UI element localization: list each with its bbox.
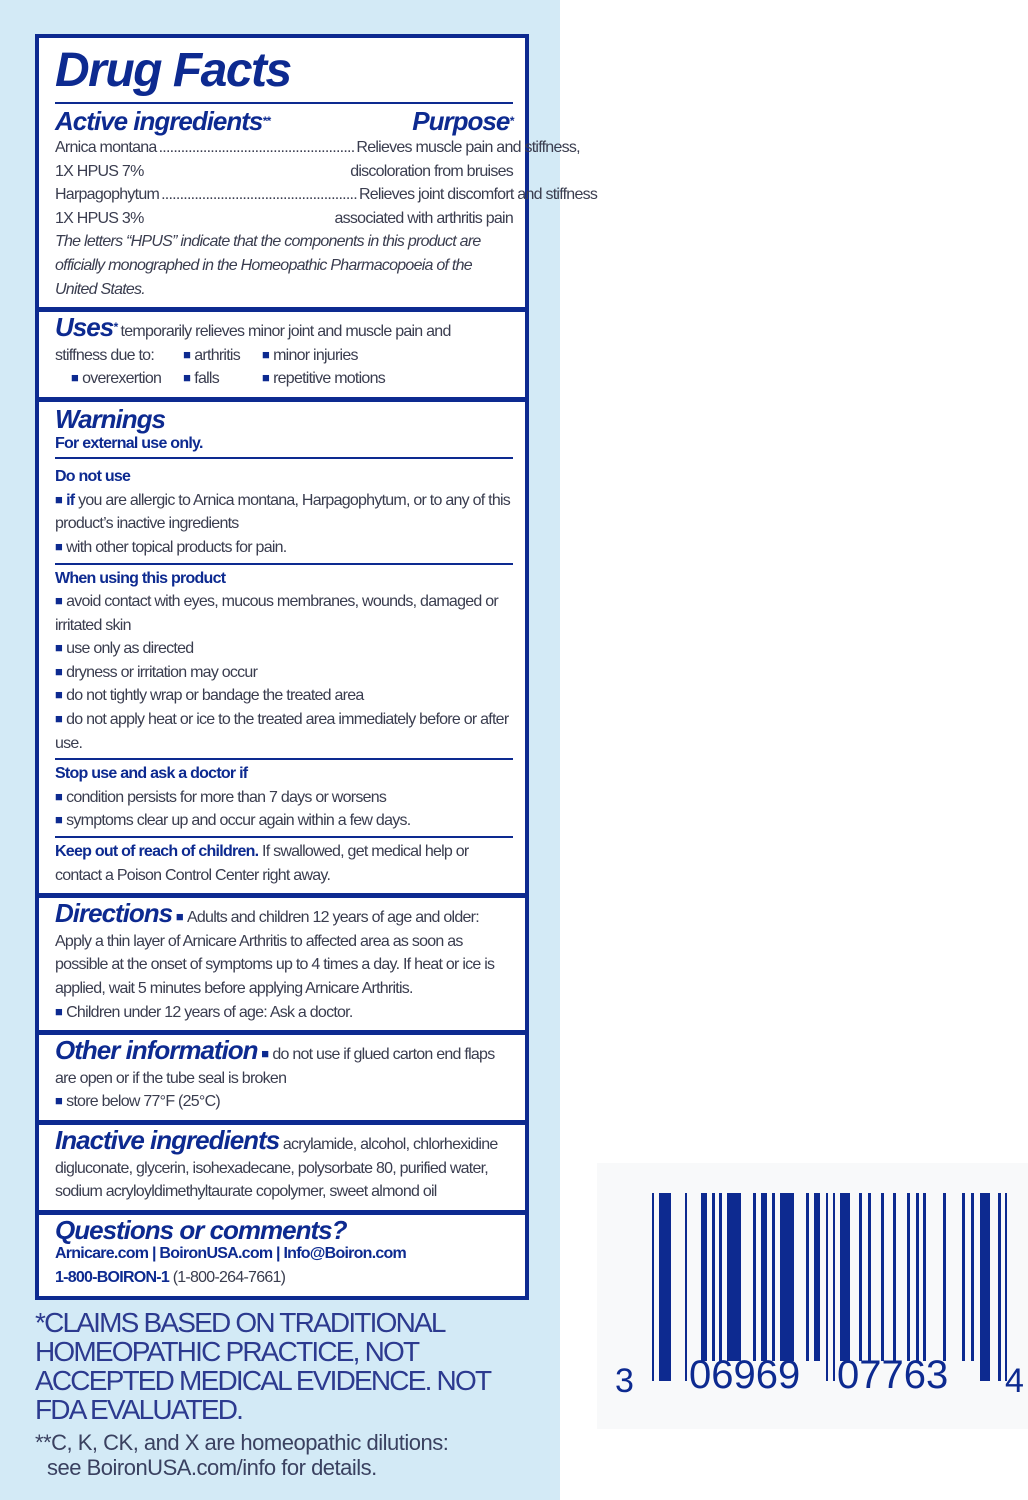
barcode-digits-left: 06969 [689,1353,801,1397]
barcode [597,1163,1028,1429]
uses-list: stiffness due to: ■ arthritis ■ minor injuries ■ overexertion ■ falls ■ repetitive motions [55,344,513,391]
barcode-bar [1005,1193,1007,1381]
inactive-text: Inactive ingredients acrylamide, alcohol, chlorhexidine digluconate, glycerin, isohexadecane, polysorbate 80, purified water, sodium acryloyldimethyltaurate copolymer, sweet almond oil [55,1124,498,1201]
ingredient-row: Arnica montana ..................................................... Relieves muscle pain and stiffness, 1X HPUS 7% discoloration from bruises [55,139,580,180]
list-item: ■ Children under 12 years of age: Ask a doctor. [55,1001,513,1025]
barcode-bar [761,1193,767,1361]
warnings-heading: Warnings [55,403,165,434]
external-use: For external use only. [55,432,513,460]
footnote-dilutions: **C, K, CK, and X are homeopathic dilutions: see BoironUSA.com/info for details. [35,1429,449,1480]
list-item: ■ symptoms clear up and occur again within a few days. [55,809,513,833]
inactive-ingredients-section [39,1125,525,1210]
barcode-bar [659,1193,671,1381]
list-item: ■ do not apply heat or ice to the treated area immediately before or after use. [55,708,513,755]
list-item: ■ avoid contact with eyes, mucous membranes, wounds, damaged or irritated skin [55,590,513,637]
ingredient-row: Harpagophytum ..................................................... Relieves joint discomfort and stiffness 1X HPUS 3% associated with arthritis pain [55,186,598,227]
list-item: ■ condition persists for more than 7 days or worsens [55,786,513,810]
list-item: ■ do not tightly wrap or bandage the treated area [55,684,513,708]
barcode-bar [719,1193,722,1361]
link-arnicare[interactable]: Arnicare.com [55,1245,149,1263]
barcode-bar [814,1193,820,1361]
warnings-section [39,402,525,893]
directions-section [39,898,525,1030]
barcode-bar [833,1193,835,1381]
active-heading: Active ingredients** [55,106,270,136]
uses-heading: Uses* [55,312,117,343]
when-using-heading: When using this product [55,563,513,591]
barcode-bar [923,1193,926,1361]
barcode-bar [916,1193,919,1361]
barcode-bar [685,1193,687,1381]
hpus-note: The letters “HPUS” indicate that the components in this product are officially monographed in the Homeopathic Pharmacopoeia of the United States. [55,233,481,298]
active-ingredients-section [39,38,598,307]
list-item: ■ use only as directed [55,637,513,661]
barcode-bar [701,1193,707,1361]
purpose-heading: Purpose* [412,106,513,136]
uses-text: temporarily relieves minor joint and muscle pain and [120,323,451,341]
barcode-bar [962,1193,965,1361]
barcode-bars [597,1163,1028,1429]
list-item: ■ with other topical products for pain. [55,536,513,560]
barcode-bar [943,1193,946,1361]
questions-heading: Questions or comments? [55,1214,347,1245]
directions-text: Directions ■ Adults and children 12 years of age and older: Apply a thin layer of Arnicare Arthritis to affected area as soon as possible at the onset of symptoms up to 4 times a day. If heat or ice is applied, wait 5 minutes before applying Arnicare Arthritis. [55,902,513,1000]
barcode-bar [727,1193,741,1361]
barcode-bar [998,1193,1001,1381]
keep-out-text: Keep out of reach of children. If swallowed, get medical help or contact a Poison Control Center right away. [55,836,513,887]
barcode-bar [712,1193,715,1361]
questions-section [39,1215,525,1296]
footnote-claims: *CLAIMS BASED ON TRADITIONAL HOMEOPATHIC PRACTICE, NOT ACCEPTED MEDICAL EVIDENCE. NOT FDA EVALUATED. [35,1306,490,1425]
barcode-bar [859,1193,862,1361]
barcode-digit-last: 4 [1005,1362,1024,1400]
barcode-bar [780,1193,794,1361]
other-text: Other information ■ do not use if glued carton end flaps are open or if the tube seal is broken [55,1039,513,1090]
drug-facts-title: Drug Facts [55,42,513,104]
barcode-bar [806,1193,809,1361]
barcode-bar [826,1193,828,1381]
barcode-digits-right: 07763 [837,1353,949,1397]
barcode-bar [652,1193,654,1381]
do-not-use-heading: Do not use [55,468,131,486]
barcode-digit-first: 3 [615,1362,634,1400]
uses-section [39,312,525,397]
link-email[interactable]: Info@Boiron.com [283,1245,407,1263]
drug-facts-box [35,34,598,1300]
list-item: ■ store below 77°F (25°C) [55,1090,513,1114]
barcode-bar [840,1193,850,1361]
list-item: ■ if you are allergic to Arnica montana, Harpagophytum, or to any of this product’s inactive ingredients [55,489,513,536]
phone: 1-800-BOIRON-1 (1-800-264-7661) [55,1268,286,1286]
stop-use-heading: Stop use and ask a doctor if [55,758,513,786]
list-item: ■ dryness or irritation may occur [55,661,513,685]
barcode-bar [772,1193,775,1361]
link-boironusa[interactable]: BoironUSA.com [159,1245,273,1263]
other-information-section [39,1035,525,1120]
barcode-bar [868,1193,871,1361]
barcode-bar [907,1193,910,1361]
barcode-bar [881,1193,884,1361]
barcode-bar [971,1193,974,1361]
barcode-bar [893,1193,896,1361]
contact-links: Arnicare.com | BoironUSA.com | Info@Boiron.com [55,1245,407,1263]
barcode-bar [980,1193,990,1381]
barcode-bar [753,1193,756,1361]
